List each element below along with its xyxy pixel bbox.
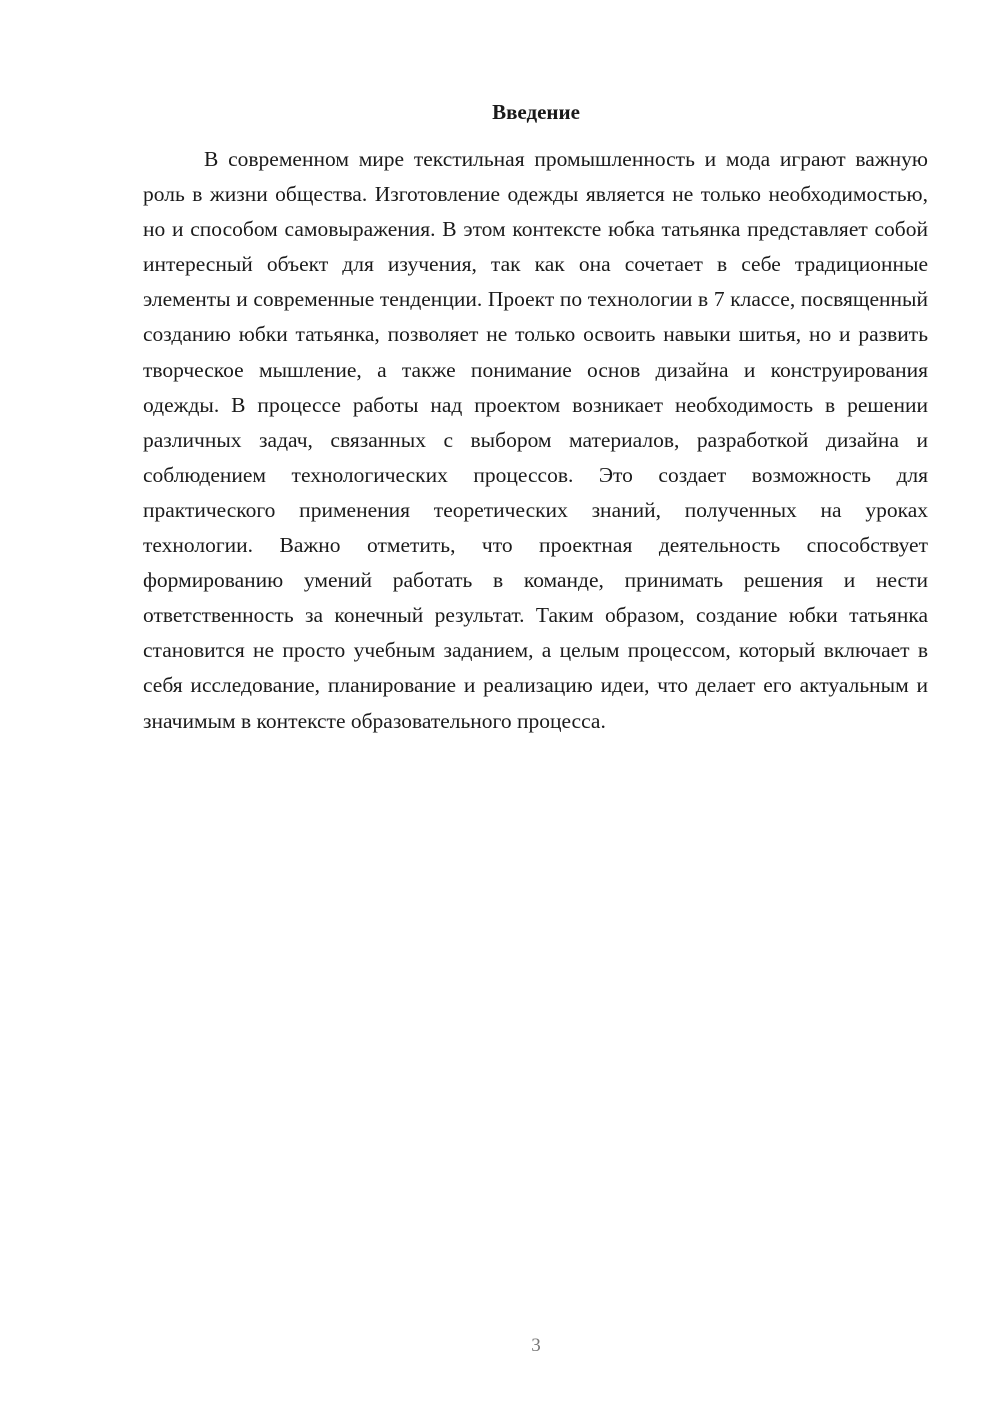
body-paragraph: В современном мире текстильная промышленность и мода играют важную роль в жизни общества. Изготовление одежды является не только необходимостью, но и способом самовыражения. В этом контексте юбка татьянка представляет собой интересный объект для изучения, так как она сочетает в себе традиционные элементы и современные тенденции. Проект по технологии в 7 классе, посвященный созданию юбки татьянка, позволяет не только освоить навыки шитья, но и развить творческое мышление, а также понимание основ дизайна и конструирования одежды. В процессе работы над проектом возникает необходимость в решении различных задач, связанных с выбором материалов, разработкой дизайна и соблюдением технологических процессов. Это создает возможность для практического применения теоретических знаний, полученных на уроках технологии. Важно отметить, что проектная деятельность способствует формированию умений работать в команде, принимать решения и нести ответственность за конечный результат. Таким образом, создание юбки татьянка становится не просто учебным заданием, а целым процессом, который включает в себя исследование, планирование и реализацию идеи, что делает его актуальным и значимым в контексте образовательного процесса. [143,147,928,733]
section-heading: Введение [492,100,580,124]
page-number: 3 [531,1335,541,1356]
